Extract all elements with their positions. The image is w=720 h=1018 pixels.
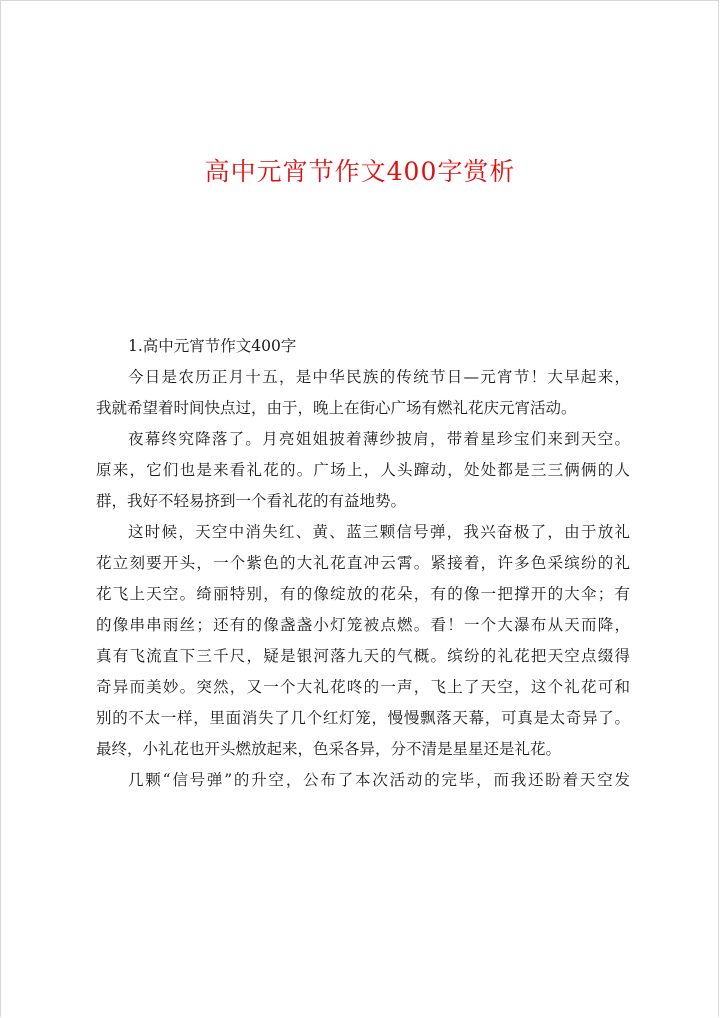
paragraph-line: 花立刻要开头，一个紫色的大礼花直冲云霄。紧接着，许多色采缤纷的礼 bbox=[96, 554, 630, 572]
paragraph-line: 今日是农历正月十五，是中华民族的传统节日—元宵节！大早起来， bbox=[128, 368, 630, 386]
paragraph-line: 花飞上天空。绮丽特别，有的像绽放的花朵，有的像一把撑开的大伞；有 bbox=[96, 585, 630, 603]
paragraph-line: 真有飞流直下三千尺，疑是银河落九天的气概。缤纷的礼花把天空点缀得 bbox=[96, 647, 630, 665]
paragraph-line: 的像串串雨丝；还有的像盏盏小灯笼被点燃。看！一个大瀑布从天而降， bbox=[96, 616, 630, 634]
document-body bbox=[96, 336, 630, 801]
paragraph bbox=[96, 367, 630, 429]
paragraph-line: 群，我好不轻易挤到一个看礼花的有益地势。 bbox=[96, 492, 407, 510]
paragraph-line: 这时候，天空中消失红、黄、蓝三颗信号弹，我兴奋极了，由于放礼 bbox=[128, 523, 630, 541]
paragraph-line: 几颗“信号弹”的升空，公布了本次活动的完毕，而我还盼着天空发 bbox=[128, 771, 630, 789]
document-title: 高中元宵节作文400字赏析 bbox=[204, 157, 516, 186]
paragraph bbox=[96, 429, 630, 522]
section-heading: 1.高中元宵节作文400字 bbox=[128, 337, 297, 355]
paragraph-line: 我就希望着时间快点过，由于，晚上在街心广场有燃礼花庆元宵活动。 bbox=[96, 399, 577, 417]
paragraph-line: 最终，小礼花也开头燃放起来，色采各异，分不清是星星还是礼花。 bbox=[96, 740, 562, 758]
paragraph-line: 别的不太一样，里面消失了几个红灯笼，慢慢飘落天幕，可真是太奇异了。 bbox=[96, 709, 630, 727]
paragraph bbox=[96, 522, 630, 770]
paragraph-line: 夜幕终究降落了。月亮姐姐披着薄纱披肩，带着星珍宝们来到天空。 bbox=[128, 430, 630, 448]
paragraph-line: 原来，它们也是来看礼花的。广场上，人头蹿动，处处都是三三俩俩的人 bbox=[96, 461, 630, 479]
paragraph-line: 奇异而美妙。突然，又一个大礼花咚的一声，飞上了天空，这个礼花可和 bbox=[96, 678, 630, 696]
paragraph bbox=[96, 770, 630, 801]
